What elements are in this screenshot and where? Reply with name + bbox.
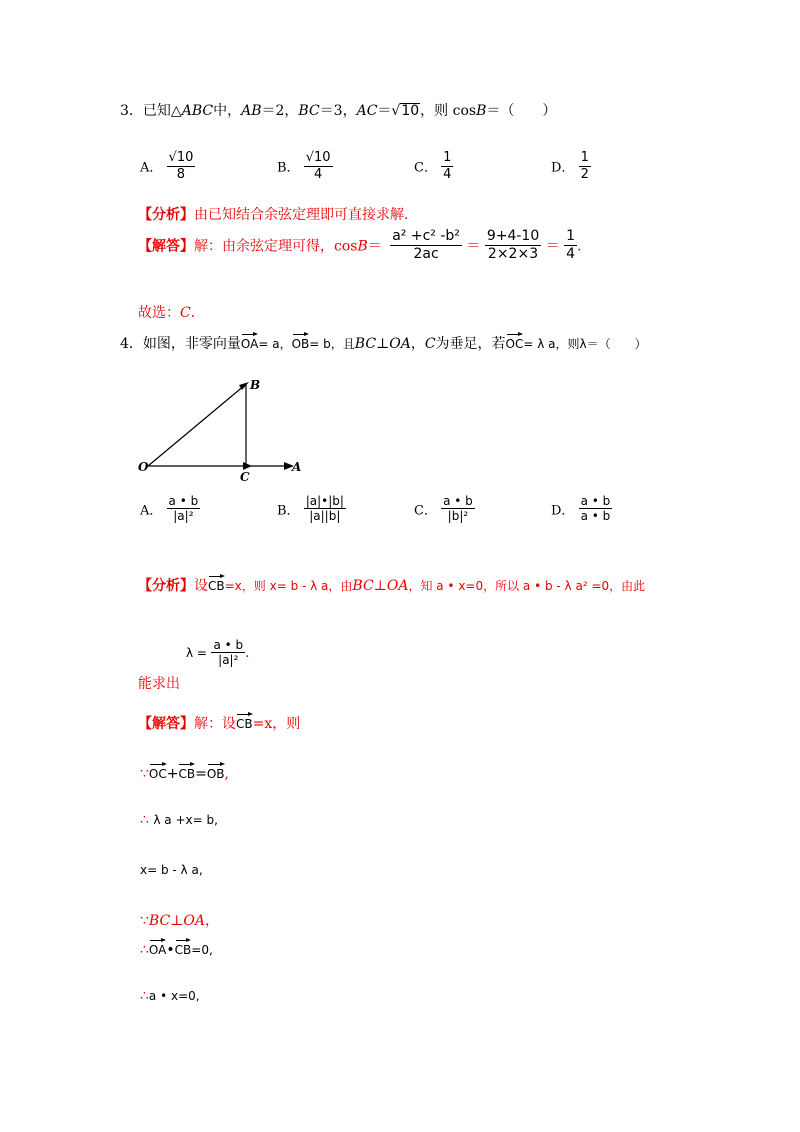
q4-lambda-eq: λ =: [186, 645, 207, 660]
q4-eq-b: = b，且: [309, 337, 355, 351]
q4-option-a-label: A．: [140, 503, 163, 519]
q3-choice-letter: C: [180, 305, 191, 321]
q4-step-5: ∴OA•CB=0,: [140, 938, 213, 958]
q3-answer-tag: 【解答】: [138, 238, 194, 255]
q3-option-c-label: C．: [414, 160, 437, 176]
q4-figure: [136, 375, 316, 485]
q3-ab-val: ＝2，: [261, 103, 299, 119]
q4-answer-vec-cb: CB: [236, 712, 253, 730]
q4-option-b[interactable]: [277, 494, 346, 524]
q4-option-a[interactable]: [140, 494, 200, 524]
q3-option-c-fraction: $\frac{1}{4}$: [443, 150, 452, 182]
q4-vec-oc: OC: [506, 332, 524, 350]
q3-option-b[interactable]: [277, 150, 333, 182]
q3-answer-end: ．: [577, 238, 592, 255]
q3-sqrt10: 10: [401, 103, 420, 119]
q3-stem-b: 中，: [213, 103, 242, 119]
q4-step-6: ∴a • x=0,: [140, 988, 200, 1004]
q4-option-d[interactable]: [551, 494, 612, 524]
label-o: O: [138, 460, 149, 474]
q4-option-d-fraction: $\frac{a • b}{a • b}$: [580, 494, 611, 524]
q3-answer: [138, 228, 591, 263]
q3-analysis: [138, 204, 418, 224]
label-a: A: [292, 460, 302, 474]
q4-option-c-label: C．: [414, 503, 437, 519]
step1-vec-cb: CB: [178, 762, 195, 780]
q3-ab: AB: [241, 103, 262, 119]
q3-stem-d: ＝（ ）: [486, 103, 557, 119]
q3-bc-val: ＝3，: [319, 103, 357, 119]
step5-vec-cb: CB: [175, 938, 192, 956]
arrowhead-c: [243, 462, 252, 470]
q4-vec-ob: OB: [292, 332, 310, 350]
q3-option-d[interactable]: [551, 150, 591, 182]
q4-lambda-fraction: $\frac{a • b}{\text{|a|²}}$: [213, 638, 244, 668]
q3-stem-a: 已知△: [142, 103, 182, 119]
q3-answer-frac3: $\frac{1}{4}$: [566, 228, 576, 262]
q3-option-b-label: B．: [277, 160, 300, 176]
segment-ob: [148, 385, 245, 466]
q3-option-a-label: A．: [140, 160, 163, 176]
q3-analysis-text: 由已知结合余弦定理即可直接求解．: [194, 207, 418, 223]
q3-answer-frac2: $\frac{9+4-10}{2\times 2\times 3}$: [486, 228, 540, 262]
q4-eq-a: = a，: [258, 337, 292, 351]
q3-ac: AC: [356, 103, 378, 119]
q4-option-c-fraction: $\frac{a • b}{\text{|b|²}}$: [443, 494, 473, 524]
q4-option-c[interactable]: [414, 494, 475, 524]
q4-analysis-1: 设: [194, 578, 208, 594]
q4-stem-b: ，: [410, 336, 425, 352]
q4-option-d-label: D．: [551, 503, 575, 519]
q4-stem: [120, 332, 647, 353]
q4-analysis-2: =x，则 x= b - λ a，由: [224, 579, 353, 593]
q3-stem-c: ，则 cos: [420, 103, 477, 119]
q4-answer-text: 解：设: [194, 716, 236, 732]
q4-step-1: ∵OC+CB=OB,: [140, 762, 229, 782]
q4-analysis-vec-cb: CB: [208, 574, 225, 592]
q4-c: C: [424, 336, 436, 352]
q4-eq-c: = λ a，则λ＝（ ）: [523, 337, 647, 351]
q3-option-c[interactable]: [414, 150, 453, 182]
q3-answer-eq2: ＝: [466, 238, 481, 255]
q4-stem-c: 为垂足，若: [435, 336, 506, 352]
q4-analysis-bcoa: BC⊥OA: [352, 578, 409, 594]
q3-analysis-tag: 【分析】: [138, 207, 194, 223]
q4-vec-oa: OA: [241, 332, 258, 350]
q4-analysis-3: ，知 a • x=0，所以 a • b - λ a² =0，由此: [408, 579, 646, 593]
q3-choice-end: ．: [190, 305, 205, 321]
step1-vec-ob: OB: [207, 762, 225, 780]
q4-step-3: x= b - λ a,: [140, 863, 203, 877]
q3-option-a[interactable]: [140, 150, 195, 182]
q4-analysis: [138, 574, 645, 595]
q4-option-a-fraction: $\frac{a • b}{\text{|a|²}}$: [168, 494, 199, 524]
q3-number: 3．: [120, 103, 143, 119]
q3-answer-text: 解：由余弦定理可得，cos: [194, 238, 358, 255]
q3-answer-eq: ＝: [367, 238, 382, 255]
q4-lambda-end: ．: [245, 644, 260, 661]
q3-ac-eq: ＝: [377, 103, 392, 119]
label-b: B: [250, 378, 261, 392]
q4-answer: [138, 712, 300, 733]
q3-answer-b: B: [357, 238, 368, 255]
q3-answer-eq3: ＝: [545, 238, 560, 255]
q3-option-b-fraction: $\frac{√10}{4}$: [305, 150, 331, 182]
q4-option-b-fraction: $\frac{|a|•|b|}{|a||b|}$: [305, 494, 344, 524]
q4-lambda-formula: [186, 638, 259, 668]
q4-step-2: ∴ λ a +x= b,: [140, 812, 218, 828]
q3-choice: [138, 302, 205, 322]
q4-option-b-label: B．: [277, 503, 300, 519]
q3-option-d-label: D．: [551, 160, 575, 176]
q3-option-a-fraction: $\frac{√10}{8}$: [168, 150, 194, 182]
q3-bc: BC: [298, 103, 320, 119]
step1-vec-oc: OC: [149, 762, 167, 780]
q3-abc: ABC: [181, 103, 214, 119]
q3-answer-frac1: $\frac{\text{a² +c² -b²}}{2ac}$: [392, 228, 460, 262]
q4-answer-rest: =x，则: [252, 716, 301, 732]
q4-number: 4．: [120, 336, 143, 352]
q3-stem: 3．已知△ABC中，AB＝2，BC＝3，AC＝√10，则 cosB＝（ ）: [120, 103, 557, 119]
q4-analysis-4: 能求出: [138, 676, 180, 692]
label-c: C: [240, 470, 250, 484]
q3-choice-text: 故选：: [138, 305, 180, 321]
q4-step-4: ∵BC⊥OA，: [140, 913, 219, 929]
q4-bcoa: BC⊥OA: [354, 336, 411, 352]
q4-analysis-tag: 【分析】: [138, 578, 194, 594]
q3-b: B: [476, 103, 487, 119]
step5-vec-oa: OA: [149, 938, 166, 956]
q4-stem-a: 如图，非零向量: [142, 336, 241, 352]
q3-option-d-fraction: $\frac{1}{2}$: [580, 150, 589, 182]
q4-answer-tag: 【解答】: [138, 716, 194, 732]
